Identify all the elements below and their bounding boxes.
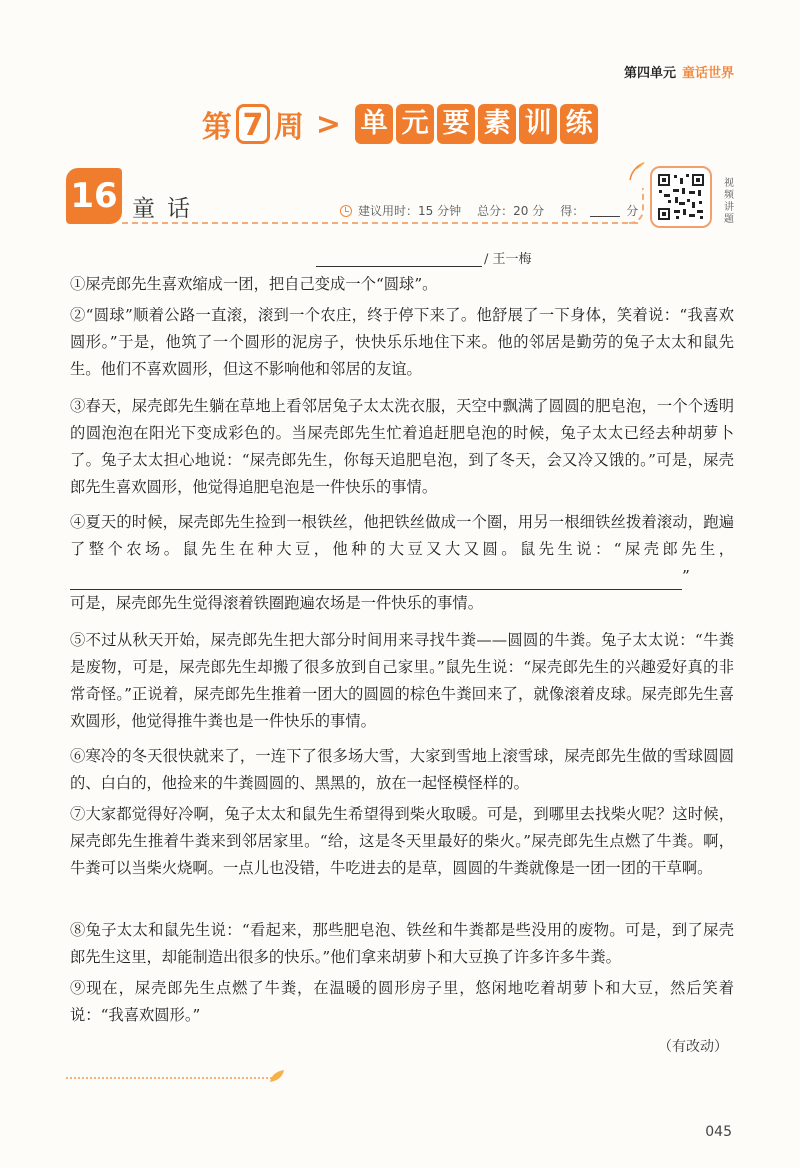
- answer-blank[interactable]: [70, 573, 682, 590]
- week-suffix: 周: [273, 110, 304, 145]
- paragraph-9: ⑨现在，屎壳郎先生点燃了牛粪，在温暖的圆形房子里，悠闲地吃着胡萝卜和大豆，然后笑着说：“我喜欢圆形。”: [70, 979, 734, 1024]
- section-title-char: 素: [478, 104, 516, 144]
- chevron-right-icon: >: [315, 106, 342, 142]
- score-unit: 分: [626, 204, 639, 218]
- qr-caption-char: 频: [724, 190, 734, 201]
- paragraph-2: ②“圆球”顺着公路一直滚，滚到一个农庄，终于停下来了。他舒展了一下身体，笑着说：“我喜欢圆形。”于是，他筑了一个圆形的泥房子，快快乐乐地住下来。他的邻居是勤劳的兔子太太和鼠先生。他们不喜欢圆形，但这不影响他和邻居的友谊。: [70, 306, 734, 378]
- suggested-time: 建议用时：15 分钟: [358, 204, 462, 218]
- total-score: 总分：20 分: [477, 204, 545, 218]
- paragraph-4-text: ④夏天的时候，屎壳郎先生捡到一根铁丝，他把铁丝做成一个圈，用另一根细铁丝拨着滚动，跑遍了整个农场。鼠先生在种大豆，他种的大豆又大又圆。鼠先生说：“屎壳郎先生，: [70, 513, 734, 558]
- score-blank[interactable]: [590, 204, 620, 217]
- paragraph-6: ⑥寒冷的冬天很快就来了，一连下了很多场大雪，大家到雪地上滚雪球，屎壳郎先生做的雪球圆圆的、白白的，他捡来的牛粪圆圆的、黑黑的，放在一起怪模怪样的。: [70, 747, 734, 792]
- title-blank[interactable]: [316, 252, 482, 267]
- unit-theme: 童话世界: [681, 66, 734, 81]
- section-title-char: 练: [560, 104, 598, 144]
- section-title: [355, 104, 598, 144]
- leaf-icon: [626, 160, 648, 182]
- qr-caption-char: 视: [724, 178, 734, 189]
- author-line: [316, 248, 532, 267]
- paragraph-7: ⑦大家都觉得好冷啊，兔子太太和鼠先生希望得到柴火取暖。可是，到哪里去找柴火呢？这时候，屎壳郎先生推着牛粪来到邻居家里。“给，这是冬天里最好的柴火。”屎壳郎先生点燃了牛粪。啊，牛粪可以当柴火烧啊。一点儿也没错，牛吃进去的是草，圆圆的牛粪就像是一团一团的干草啊。: [70, 805, 734, 877]
- qr-caption-char: 题: [724, 214, 734, 225]
- leaf-icon: [268, 1068, 286, 1084]
- qr-code-icon[interactable]: [656, 172, 706, 222]
- section-title-char: 单: [355, 104, 393, 144]
- paragraph-1: ①屎壳郎先生喜欢缩成一团，把自己变成一个“圆球”。: [70, 275, 438, 293]
- lesson-divider: [122, 222, 638, 224]
- unit-header: [624, 62, 734, 81]
- paragraph-4-close-quote: ”: [682, 567, 690, 585]
- section-title-char: 训: [519, 104, 557, 144]
- paragraph-4: [70, 509, 734, 617]
- week-title: [0, 102, 800, 146]
- lesson-number: 16: [66, 168, 122, 224]
- section-title-char: 元: [396, 104, 434, 144]
- section-title-char: 要: [437, 104, 475, 144]
- score-label: 得：: [560, 204, 585, 218]
- paragraph-4-after: 可是，屎壳郎先生觉得滚着铁圈跑遍农场是一件快乐的事情。: [70, 594, 484, 612]
- paragraph-3: ③春天，屎壳郎先生躺在草地上看邻居兔子太太洗衣服，天空中飘满了圆圆的肥皂泡，一个个透明的圆泡泡在阳光下变成彩色的。当屎壳郎先生忙着追赶肥皂泡的时候，兔子太太已经去种胡萝卜了。兔子太太担心地说：“屎壳郎先生，你每天追肥皂泡，到了冬天，会又冷又饿的。”可是，屎壳郎先生喜欢圆形，他觉得追肥皂泡是一件快乐的事情。: [70, 397, 734, 496]
- paragraph-5: ⑤不过从秋天开始，屎壳郎先生把大部分时间用来寻找牛粪——圆圆的牛粪。兔子太太说：“牛粪是废物，可是，屎壳郎先生却搬了很多放到自己家里。”鼠先生说：“屎壳郎先生的兴趣爱好真的非常奇怪。”正说着，屎壳郎先生推着一团大的圆圆的棕色牛粪回来了，就像滚着皮球。屎壳郎先生喜欢圆形，他觉得推牛粪也是一件快乐的事情。: [70, 631, 734, 730]
- adaptation-note: （有改动）: [658, 1039, 728, 1055]
- author-name: / 王一梅: [484, 252, 532, 267]
- qr-caption-char: 讲: [724, 202, 734, 213]
- unit-label: 第四单元: [623, 66, 676, 81]
- paragraph-8: ⑧兔子太太和鼠先生说：“看起来，那些肥皂泡、铁丝和牛粪都是些没用的废物。可是，到了屎壳郎先生这里，却能制造出很多的快乐。”他们拿来胡萝卜和大豆换了许多许多牛粪。: [70, 921, 734, 966]
- week-prefix: 第: [201, 110, 232, 145]
- qr-caption: [722, 178, 736, 226]
- page-number: 045: [705, 1124, 732, 1140]
- bottom-divider: [66, 1077, 272, 1079]
- lesson-name: 童话: [132, 196, 202, 222]
- qr-code-frame[interactable]: [650, 166, 712, 228]
- week-number: 7: [236, 104, 270, 144]
- clock-icon: [340, 205, 352, 217]
- lesson-meta: [340, 202, 638, 219]
